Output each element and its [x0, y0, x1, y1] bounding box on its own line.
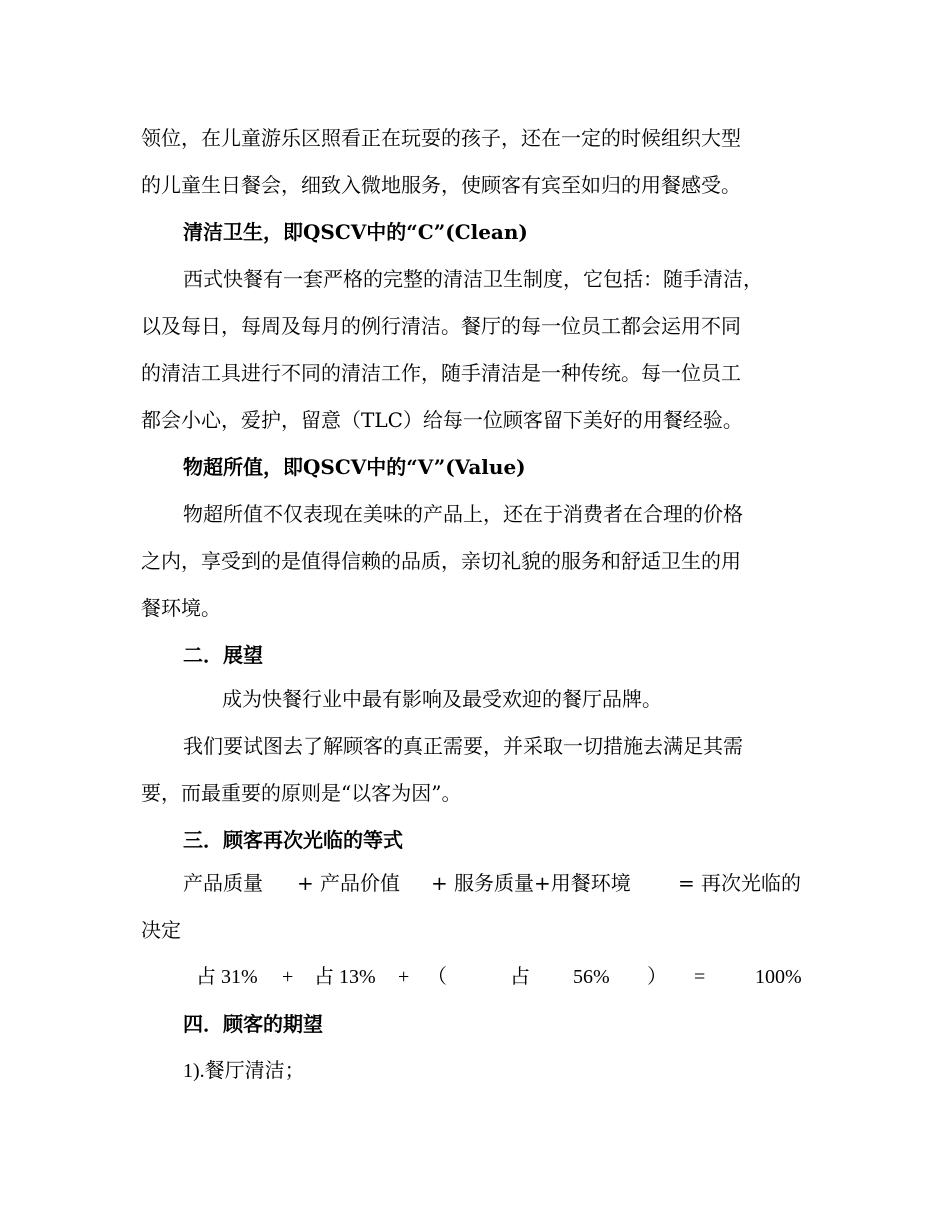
- formula-line-2: [183, 963, 831, 991]
- formula-equals: =: [678, 871, 695, 895]
- paragraph-line: 餐环境。: [141, 596, 221, 620]
- formula-pct-quality: 占 31%: [196, 966, 258, 988]
- paragraph-line: 之内，享受到的是值得信赖的品质，亲切礼貌的服务和舒适卫生的用: [141, 549, 741, 573]
- formula-total: 100%: [755, 966, 802, 988]
- list-item: 1).餐厅清洁；: [183, 1060, 305, 1082]
- paragraph-line: 的儿童生日餐会，细致入微地服务，使顾客有宾至如归的用餐感受。: [141, 173, 741, 197]
- formula-pct-service: 56%: [573, 966, 610, 988]
- paragraph-line: 物超所值不仅表现在美味的产品上，还在于消费者在合理的价格: [183, 502, 743, 526]
- value-heading: 物超所值，即QSCV中的“V”(Value): [183, 455, 526, 479]
- paragraph-line: 决定: [141, 918, 181, 942]
- paragraph-line: 要，而最重要的原则是“以客为因”。: [141, 781, 462, 805]
- clean-heading: 清洁卫生，即QSCV中的“C”(Clean): [183, 220, 528, 244]
- paragraph-line: 的清洁工具进行不同的清洁工作，随手清洁是一种传统。每一位员工: [141, 361, 741, 385]
- formula-pct-value: 占 13%: [314, 966, 376, 988]
- section4-heading: 四．顾客的期望: [183, 1012, 323, 1036]
- formula-pct-service-label: 占: [510, 966, 530, 988]
- section3-heading: 三．顾客再次光临的等式: [183, 828, 403, 852]
- vision-line: 成为快餐行业中最有影响及最受欢迎的餐厅品牌。: [222, 687, 662, 711]
- paragraph-line: 我们要试图去了解顾客的真正需要，并采取一切措施去满足其需: [183, 734, 743, 758]
- formula-plus: +: [431, 871, 448, 895]
- paragraph-line: 都会小心，爱护，留意（TLC）给每一位顾客留下美好的用餐经验。: [141, 408, 743, 432]
- formula-line-1: [183, 869, 831, 897]
- formula-plus: +: [282, 966, 294, 988]
- formula-term-value: 产品价值: [320, 871, 400, 895]
- formula-result: 再次光临的: [701, 871, 801, 895]
- section2-heading: 二．展望: [183, 643, 263, 667]
- formula-term-service: 服务质量+用餐环境: [454, 871, 631, 895]
- formula-left-paren: （: [427, 966, 447, 988]
- formula-term-quality: 产品质量: [183, 871, 263, 895]
- formula-plus: +: [398, 966, 410, 988]
- formula-right-paren: ）: [647, 966, 667, 988]
- paragraph-line: 西式快餐有一套严格的完整的清洁卫生制度，它包括：随手清洁，: [183, 267, 763, 291]
- paragraph-line: 领位，在儿童游乐区照看正在玩耍的孩子，还在一定的时候组织大型: [141, 126, 741, 150]
- formula-plus: +: [297, 871, 314, 895]
- paragraph-line: 以及每日，每周及每月的例行清洁。餐厅的每一位员工都会运用不同: [141, 314, 741, 338]
- formula-equals: =: [694, 966, 706, 988]
